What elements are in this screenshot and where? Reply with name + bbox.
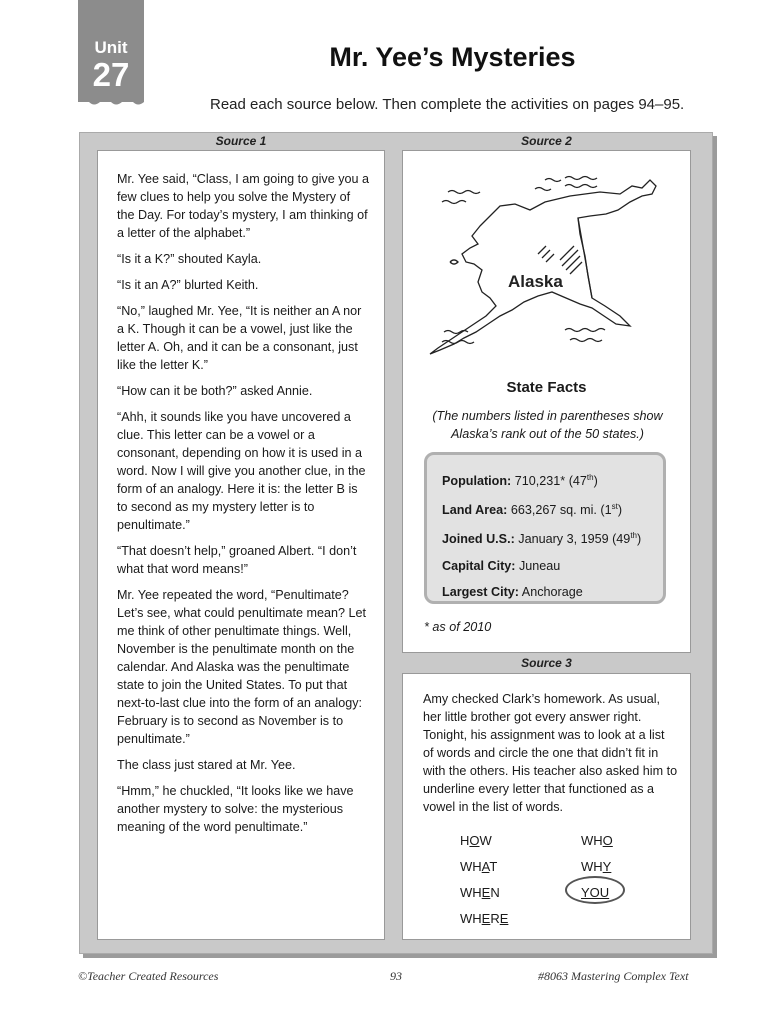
word-item: WHERE	[460, 911, 509, 926]
fact-close: )	[636, 532, 642, 547]
source3-label: Source 3	[521, 656, 572, 670]
fact-sup: st	[611, 502, 618, 512]
fact-label: Land Area:	[442, 503, 508, 518]
fact-row	[442, 579, 662, 605]
fact-label: Joined U.S.:	[442, 532, 515, 547]
word-item: WHAT	[460, 859, 498, 874]
facts-list	[442, 465, 662, 605]
fact-sup: th	[630, 531, 637, 541]
instructions: Read each source below. Then complete the activities on pages 94–95.	[210, 96, 685, 113]
map-label: Alaska	[508, 272, 563, 291]
fact-row	[442, 494, 662, 523]
story-paragraph: “Is it a K?” shouted Kayla.	[117, 252, 262, 266]
word-list-left	[460, 828, 508, 932]
fact-row	[442, 465, 662, 494]
word-item: WHEN	[460, 885, 500, 900]
fact-row	[442, 523, 662, 552]
fact-close: )	[593, 474, 598, 489]
fact-value: 710,231* (47	[514, 474, 587, 489]
source2-label: Source 2	[521, 134, 572, 148]
circled-answer	[565, 876, 625, 904]
story-paragraph: “How can it be both?” asked Annie.	[117, 384, 313, 398]
footer-book-title: #8063 Mastering Complex Text	[538, 969, 689, 983]
fact-sup: th	[586, 473, 594, 482]
fact-close: )	[617, 503, 623, 518]
story-paragraph: “Hmm,” he chuckled, “It looks like we have another mystery to solve: the mysterious meaning of the word penultimate.”	[117, 784, 354, 834]
story-paragraph: “Is it an A?” blurted Keith.	[117, 278, 259, 292]
fact-value: Anchorage	[521, 584, 583, 599]
story-paragraph: Mr. Yee said, “Class, I am going to give you a few clues to help you solve the Mystery of the Day. For today’s mystery, I am thinking of a letter of the alphabet.”	[117, 172, 370, 240]
fact-row	[442, 553, 662, 579]
story-paragraph: The class just stared at Mr. Yee.	[117, 758, 296, 772]
fact-label: Largest City:	[442, 584, 519, 599]
unit-number: 27	[92, 56, 130, 93]
story-paragraph: “Ahh, it sounds like you have uncovered a clue. This letter can be a vowel or a consonant, depending on how it is used in a word. Now I will give you another clue, in the form of an analogy. Here it is: the letter B is to second as my mystery letter is to penultimate.”	[117, 410, 366, 532]
population-footnote: * as of 2010	[424, 620, 492, 634]
unit-label: Unit	[94, 38, 128, 57]
word-item: YOU	[581, 885, 610, 900]
word-item: WHO	[581, 833, 613, 848]
word-item: HOW	[460, 833, 492, 848]
tab-wave-edge	[78, 98, 144, 108]
fact-value: 663,267 sq. mi. (1	[510, 503, 612, 518]
word-item: WHY	[581, 859, 612, 874]
source1-label: Source 1	[215, 134, 267, 148]
story-paragraph: “That doesn’t help,” groaned Albert. “I don’t what that word means!”	[117, 544, 357, 576]
unit-tab	[78, 0, 144, 102]
state-facts-note: (The numbers listed in parentheses show Alaska’s rank out of the 50 states.)	[432, 409, 663, 441]
story-paragraph: “No,” laughed Mr. Yee, “It is neither an A nor a K. Though it can be a vowel, just like the letter A. Oh, and it can be a consonant, just like the letter K.”	[117, 304, 362, 372]
story-paragraph: Mr. Yee repeated the word, “Penultimate? Let’s see, what could penultimate mean? Let me think of other penultimate things. Well, November is the penultimate month on the calendar. And Alaska was the penultimate state to join the United States. To put that next-to-last clue into the form of an analogy: February is to second as November is to penultimate.”	[117, 588, 367, 746]
source3-text: Amy checked Clark’s homework. As usual, her little brother got every answer right. Tonight, his assignment was to look at a list of words and circle the one that didn’t fit in with the others. His teacher also asked him to underline every letter that functioned as a vowel in the list of words.	[423, 692, 678, 814]
source1-story	[117, 170, 369, 844]
page-title: Mr. Yee’s Mysteries	[329, 42, 576, 72]
footer-page-number: 93	[390, 969, 402, 983]
fact-label: Population:	[442, 474, 512, 489]
fact-value: January 3, 1959 (49	[518, 532, 631, 547]
footer-publisher: ©Teacher Created Resources	[78, 969, 219, 983]
fact-value: Juneau	[518, 558, 561, 573]
fact-label: Capital City:	[442, 558, 516, 573]
state-facts-title: State Facts	[506, 379, 587, 396]
alaska-map	[420, 166, 675, 378]
